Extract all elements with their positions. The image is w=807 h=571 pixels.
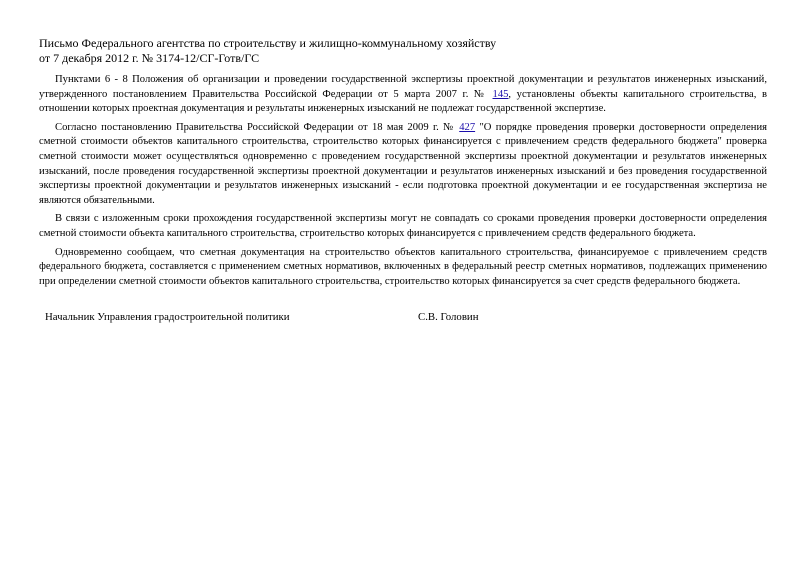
paragraph-1-text-after: , установлены объекты капитального строительства, в отношении которых проектная документация и результаты инженерных изысканий не подлежат государственной экспертизе. <box>39 88 767 115</box>
link-decree-427[interactable]: 427 <box>459 121 476 133</box>
paragraph-3: В связи с изложенным сроки прохождения государственной экспертизы могут не совпадать со сроками проведения проверки достоверности определения сметной стоимости объекта капитального строительства, строительство которых финансируется с привлечением средств федерального бюджета. <box>39 213 767 239</box>
header-date-number: от 7 декабря 2012 г. № 3174-12/СГ-Готв/ГС <box>39 51 260 65</box>
paragraph-1 <box>39 73 767 117</box>
paragraph-2 <box>39 121 767 209</box>
paragraph-1-text-before: Пунктами 6 - 8 Положения об организации и проведении государственной экспертизы проектной документации и результатов инженерных изысканий, утвержденного постановлением Правительства Российской Федерации от 5 марта 2007 г. № <box>39 74 767 100</box>
paragraph-4: Одновременно сообщаем, что сметная документация на строительство объектов капитального строительства, финансируемое с привлечением средств федерального бюджета, составляется с применением сметных нормативов, включенных в федеральный реестр сметных нормативов, подлежащих применению при определении сметной стоимости объектов капитального строительства, строительство которых финансируется за счет средств федерального бюджета. <box>39 246 767 287</box>
signatory-name: С.В. Головин <box>418 311 479 323</box>
link-decree-145[interactable]: 145 <box>492 88 509 100</box>
letter-body <box>39 73 767 293</box>
signatory-position: Начальник Управления градостроительной политики <box>45 311 290 323</box>
paragraph-2-text-before: Согласно постановлению Правительства Российской Федерации от 18 мая 2009 г. № <box>55 121 460 133</box>
paragraph-2-text-after: "О порядке проведения проверки достоверности определения сметной стоимости объектов капитального строительства, строительство которых финансируется с привлечением средств федерального бюджета" проверка сметной стоимости может осуществляться одновременно с проведением государственной экспертизы проектной документации и результатов инженерных изысканий, после проведения государственной экспертизы проектной документации и результатов инженерных изысканий и без проведения государственной экспертизы проектной документации и результатов инженерных изысканий - если подготовка проектной документации и ее государственная экспертиза не являются обязательными. <box>39 121 767 206</box>
header-title: Письмо Федерального агентства по строительству и жилищно-коммунальному хозяйству <box>39 36 497 50</box>
document-header <box>39 36 496 66</box>
